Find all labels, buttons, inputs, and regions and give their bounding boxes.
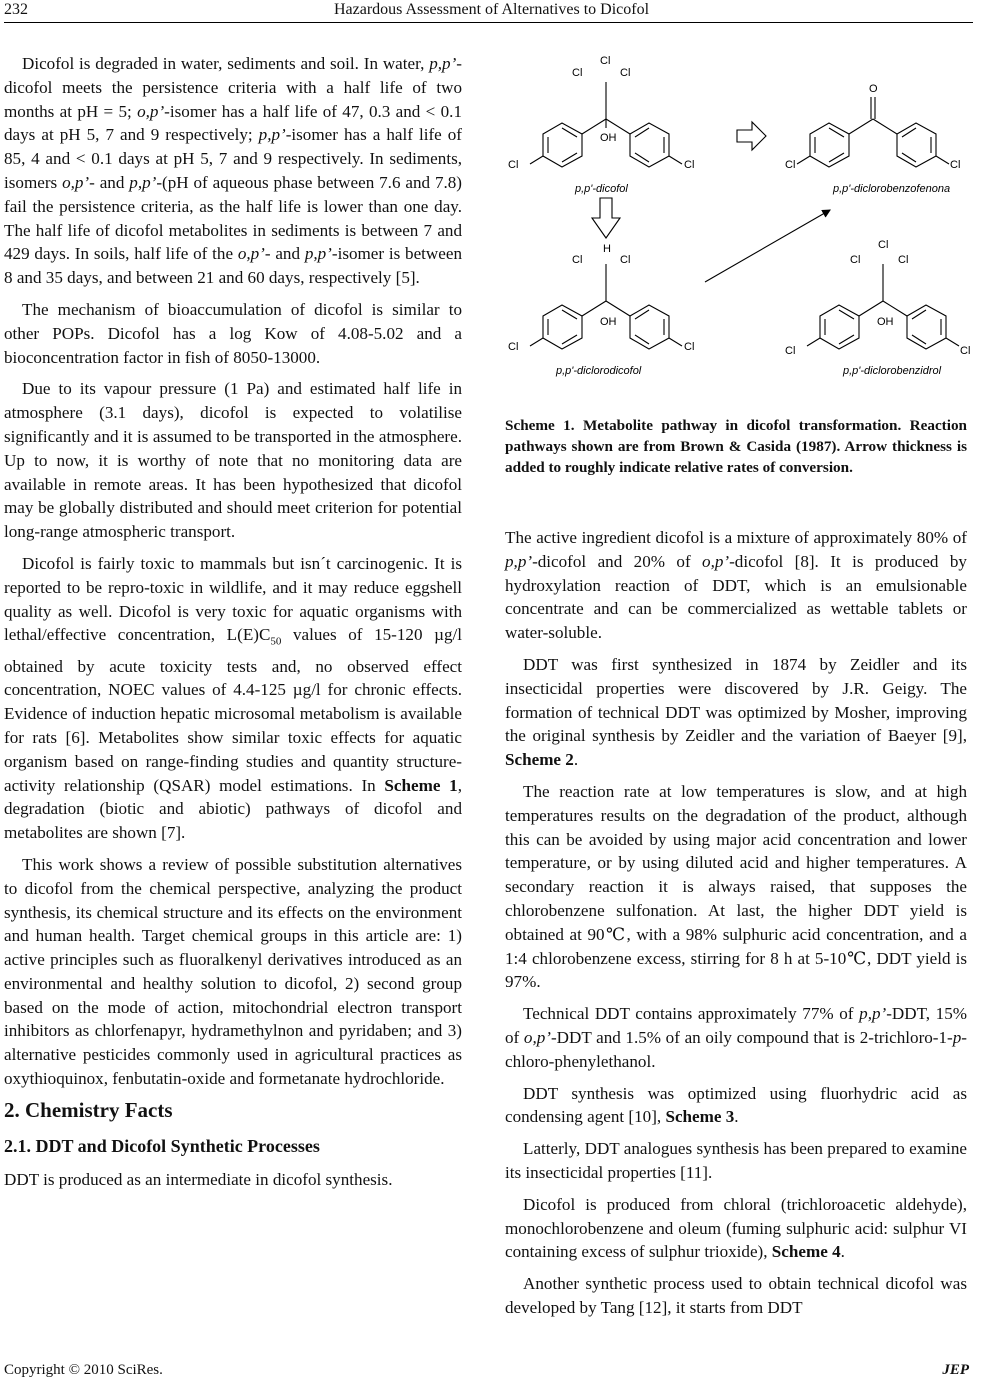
atom-labels: [508, 55, 970, 377]
page-header: [0, 0, 983, 24]
paragraph-dicofol-production: Dicofol is produced from chloral (trichloroacetic aldehyde), monochlorobenzene and oleum (fuming sulphuric acid: sulphur VI containing excess of sulphur trioxide), Scheme 4.: [505, 1194, 967, 1262]
section-heading: 2. Chemistry Facts: [4, 1097, 173, 1122]
oh-label: OH: [600, 316, 617, 328]
molecule-dicofol: [530, 82, 682, 167]
paragraph-degradation: Dicofol is degraded in water, sediments and soil. In water, p,p’-dicofol meets the persistence criteria with a half life of two months at pH = 5; o,p’-isomer has a half life of 47, 0.3 and < 0.1 days at pH 5, 7 and 9 respectively; p,p’-isomer has a half life of 85, 4 and < 0.1 days at pH 5, 7 and 9 respectively. In sediments, isomers o,p’- and p,p’-(pH of aqueous phase between 7.6 and 7.8) fail the persistence criteria, as the half life is lower than one day. The half life of dicofol metabolites in sediments is between 7 and 429 days. In soils, half life of the o,p’- and p,p’-isomer is between 8 and 35 days, and between 21 and 60 days, respectively [5].: [4, 54, 463, 288]
cl-label: Cl: [508, 159, 519, 171]
cl-label: Cl: [684, 159, 695, 171]
paragraph-vapour-pressure: Due to its vapour pressure (1 Pa) and estimated half life in atmosphere (3.1 days), dicofol is expected to volatilise significantly and it is assumed to be transported in the atmosphere. Up to now, it is worthy of note that no monitoring data are available in remote areas. It has been hypothesized that dicofol may be globally distributed and should meet criterion for potential long-range atmospheric transport.: [4, 379, 462, 542]
o-label: O: [869, 83, 878, 95]
cl-label: Cl: [508, 341, 519, 353]
oh-label: OH: [877, 316, 894, 328]
header-rule: [4, 22, 973, 23]
paragraph-technical-ddt: Technical DDT contains approximately 77% of p,p’-DDT, 15% of o,p’-DDT and 1.5% of an oily compound that is 2-trichloro-1-p-chloro-phenylethanol.: [505, 1004, 968, 1071]
paragraph-review-scope: This work shows a review of possible substitution alternatives to dicofol from the chemical perspective, analyzing the product synthesis, its chemical structure and its effects on the environment and human health. Target chemical groups in this article are: 1) active principles such as fluoralkenyl derivatives introduced as an environmental and healthy solution to dicofol, 2) second group based on the mode of action, mitochondrial electron transport inhibitors as chlorfenapyr, hydramethylnon and pyridaben; and 3) alternative pesticides commonly used in agricultural practices as oxythioquinox, fenbutatin-oxide and formetanate hydrochloride.: [4, 854, 462, 1089]
cl-label: Cl: [572, 67, 583, 79]
molecule-name-benzidrol: p,p'-diclorobenzidrol: [843, 365, 942, 377]
cl-label: Cl: [898, 254, 909, 266]
cl-label: Cl: [620, 254, 631, 266]
paragraph-toxicity: Dicofol is fairly toxic to mammals but isn´t carcinogenic. It is reported to be repro-toxic in wildlife, and it may reduce eggshell quality as well. Dicofol is very toxic for aquatic organisms with lethal/effective concentration, $L(E)C_{50}$ values of 15-120 µg/l obtained by acute toxicity tests and, no observed effect concentration, NOEC values of 4.4-125 µg/l for chronic effects. Evidence of induction hepatic microsomal metabolism is available for rats [6]. Metabolites show similar toxic effects for aquatic organism based on range-finding studies and quantity structure-activity relationship (QSAR) model estimations. In Scheme 1, degradation (biotic and abiotic) pathways of dicofol and metabolites are shown [7].: [4, 553, 462, 843]
molecule-name-benzophenone: p,p'-diclorobenzofenona: [833, 183, 951, 195]
cl-label: Cl: [878, 239, 889, 251]
scheme-caption: Scheme 1. Metabolite pathway in dicofol transformation. Reaction pathways shown are from Brown & Casida (1987). Arrow thickness is added to roughly indicate relative rates of conversion.: [505, 417, 967, 476]
paragraph-bioaccumulation: The mechanism of bioaccumulation of dicofol is similar to other POPs. Dicofol has a log Kow of 4.08-5.02 and a bioconcentration factor in fish of 8050-13000.: [4, 299, 462, 367]
paragraph-fluorhydric: DDT synthesis was optimized using fluorhydric acid as condensing agent [10], Scheme 3.: [505, 1083, 967, 1127]
hollow-arrow-right: [737, 122, 766, 150]
paragraph-analogues: Latterly, DDT analogues synthesis has been prepared to examine its insecticidal properties [11].: [505, 1139, 967, 1182]
right-column: [505, 526, 967, 1328]
paragraph-reaction-rate: The reaction rate at low temperatures is slow, and at high temperatures results on the degradation of the product, although this can be avoided by using major acid concentration and lower temperature, or by using diluted acid and higher temperatures. A secondary reaction it is always raised, that supposes the chlorobenzene sulfonation. At last, the higher DDT yield is obtained at 90℃, with a 98% sulphuric acid concentration, and a 1:4 chlorobenzene excess, stirring for 8 h at 5-10℃, DDT yield is 97%.: [505, 781, 967, 992]
scheme-1-figure: [500, 42, 978, 392]
molecule-diclorodicofol: [530, 264, 682, 349]
cl-label: Cl: [960, 345, 971, 357]
cl-label: Cl: [572, 254, 583, 266]
molecule-benzophenone: [797, 97, 949, 167]
molecule-name-dicofol: p,p'-dicofol: [575, 183, 628, 195]
cl-label: Cl: [950, 159, 961, 171]
page-footer: [0, 1362, 983, 1384]
subsection-heading: 2.1. DDT and Dicofol Synthetic Processes: [4, 1135, 320, 1156]
paragraph-ddt-history: DDT was first synthesized in 1874 by Zeidler and its insecticidal properties were discovered by J.R. Geigy. The formation of technical DDT was optimized by Mosher, improving the original synthesis by Zeidler and the variation of Baeyer [9], Scheme 2.: [505, 654, 967, 770]
hollow-arrow-down: [592, 198, 620, 238]
paragraph-ddt-intermediate: DDT is produced as an intermediate in dicofol synthesis.: [4, 1170, 393, 1190]
paragraph-tang-process: Another synthetic process used to obtain technical dicofol was developed by Tang [12], it starts from DDT: [505, 1274, 967, 1317]
journal-abbrev: JEP: [942, 1362, 969, 1378]
reaction-arrow-diagonal: [705, 210, 830, 282]
molecule-name-diclorodicofol: p,p'-diclorodicofol: [556, 365, 642, 377]
cl-label: Cl: [600, 55, 611, 67]
cl-label: Cl: [785, 159, 796, 171]
oh-label: OH: [600, 132, 617, 144]
paragraph-active-ingredient: The active ingredient dicofol is a mixture of approximately 80% of p,p’-dicofol and 20% of o,p’-dicofol [8]. It is produced by hydroxylation reaction of DDT, which is an emulsionable concentrate and can be commercialized as wettable tablets or water-soluble.: [505, 528, 967, 643]
h-label: H: [603, 243, 611, 255]
cl-label: Cl: [785, 345, 796, 357]
molecule-benzidrol: [807, 264, 959, 349]
cl-label: Cl: [620, 67, 631, 79]
cl-label: Cl: [684, 341, 695, 353]
running-title: Hazardous Assessment of Alternatives to Dicofol: [333, 1, 650, 18]
cl-label: Cl: [850, 254, 861, 266]
left-column: [4, 52, 462, 1200]
copyright: Copyright © 2010 SciRes.: [4, 1362, 163, 1378]
page-number: 232: [4, 1, 28, 18]
